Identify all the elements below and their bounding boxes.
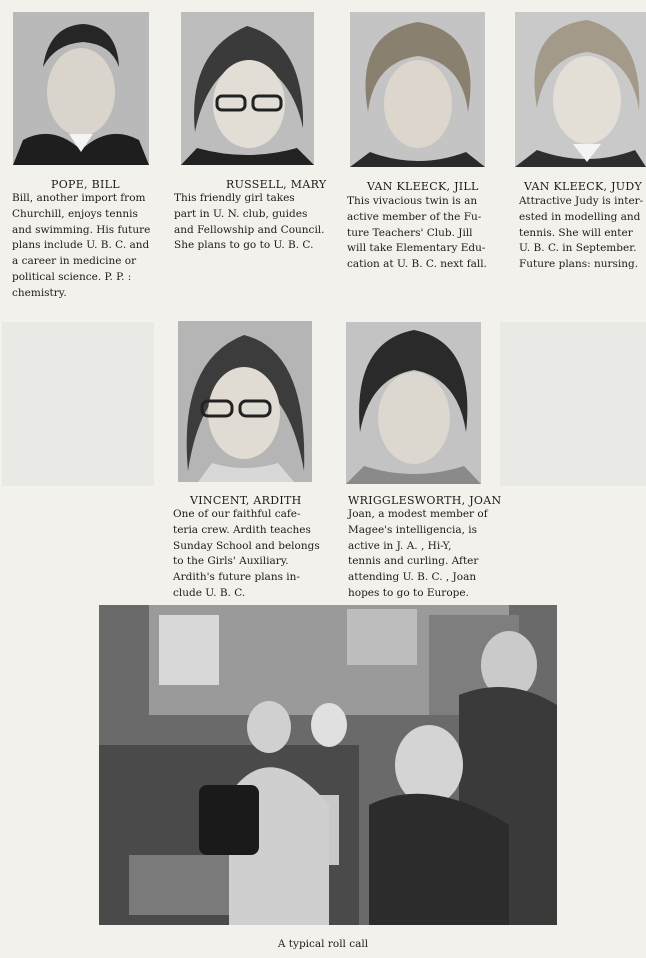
bio-line: to the Girls' Auxiliary. xyxy=(173,555,289,568)
show-through-block xyxy=(2,322,154,486)
bio-line: ested in modelling and xyxy=(519,210,641,223)
bio-line: cation at U. B. C. next fall. xyxy=(347,258,487,271)
bio-line: active member of the Fu- xyxy=(347,210,482,223)
bio-line: Churchill, enjoys tennis xyxy=(12,207,138,220)
portrait-photo xyxy=(515,12,646,167)
photo-caption: A typical roll call xyxy=(277,938,369,950)
student-bio xyxy=(519,194,643,273)
bio-line: ture Teachers' Club. Jill xyxy=(347,226,473,239)
bio-line: will take Elementary Edu- xyxy=(347,242,486,255)
bio-line: Bill, another import from xyxy=(12,192,146,204)
bio-line: U. B. C. in September. xyxy=(519,242,637,255)
student-name: VAN KLEECK, JUDY xyxy=(524,180,643,193)
bio-line: tennis. She will enter xyxy=(519,226,633,239)
student-name: RUSSELL, MARY xyxy=(226,178,327,191)
bio-line: part in U. N. club, guides xyxy=(174,207,308,220)
bio-line: clude U. B. C. xyxy=(173,586,246,599)
portrait-photo xyxy=(13,12,149,165)
student-bio xyxy=(348,507,488,602)
bio-line: political science. P. P. : xyxy=(12,270,132,283)
classroom-photo xyxy=(99,605,557,925)
bio-line: This friendly girl takes xyxy=(174,192,295,204)
bio-line: Joan, a modest member of xyxy=(348,508,488,520)
bio-line: Ardith's future plans in- xyxy=(173,571,300,584)
portrait-photo xyxy=(181,12,314,165)
bio-line: and swimming. His future xyxy=(12,223,151,236)
student-name: WRIGGLESWORTH, JOAN xyxy=(348,494,502,507)
bio-line: tennis and curling. After xyxy=(348,555,479,568)
bio-line: a career in medicine or xyxy=(12,255,137,268)
bio-line: Sunday School and belongs xyxy=(173,539,320,552)
bio-line: teria crew. Ardith teaches xyxy=(173,523,311,536)
portrait-photo xyxy=(178,321,312,482)
student-bio xyxy=(12,191,150,302)
student-name: VINCENT, ARDITH xyxy=(190,494,302,507)
student-bio xyxy=(173,507,320,602)
portrait-photo xyxy=(350,12,485,167)
bio-line: Magee's intelligencia, is xyxy=(348,523,478,536)
bio-line: One of our faithful cafe- xyxy=(173,508,301,520)
portrait-photo xyxy=(346,322,481,484)
student-bio xyxy=(174,191,325,254)
bio-line: chemistry. xyxy=(12,286,67,299)
bio-line: This vivacious twin is an xyxy=(347,195,478,207)
bio-line: and Fellowship and Council. xyxy=(174,223,325,236)
bio-line: She plans to go to U. B. C. xyxy=(174,239,314,252)
bio-line: Future plans: nursing. xyxy=(519,258,639,271)
student-name: VAN KLEECK, JILL xyxy=(367,180,479,193)
show-through-block xyxy=(500,322,646,486)
bio-line: active in J. A. , Hi-Y, xyxy=(348,539,452,552)
bio-line: Attractive Judy is inter- xyxy=(519,195,644,207)
bio-line: plans include U. B. C. and xyxy=(12,239,150,252)
student-bio xyxy=(347,194,487,273)
bio-line: attending U. B. C. , Joan xyxy=(348,571,477,584)
student-name: POPE, BILL xyxy=(51,178,120,191)
bio-line: hopes to go to Europe. xyxy=(348,586,469,599)
